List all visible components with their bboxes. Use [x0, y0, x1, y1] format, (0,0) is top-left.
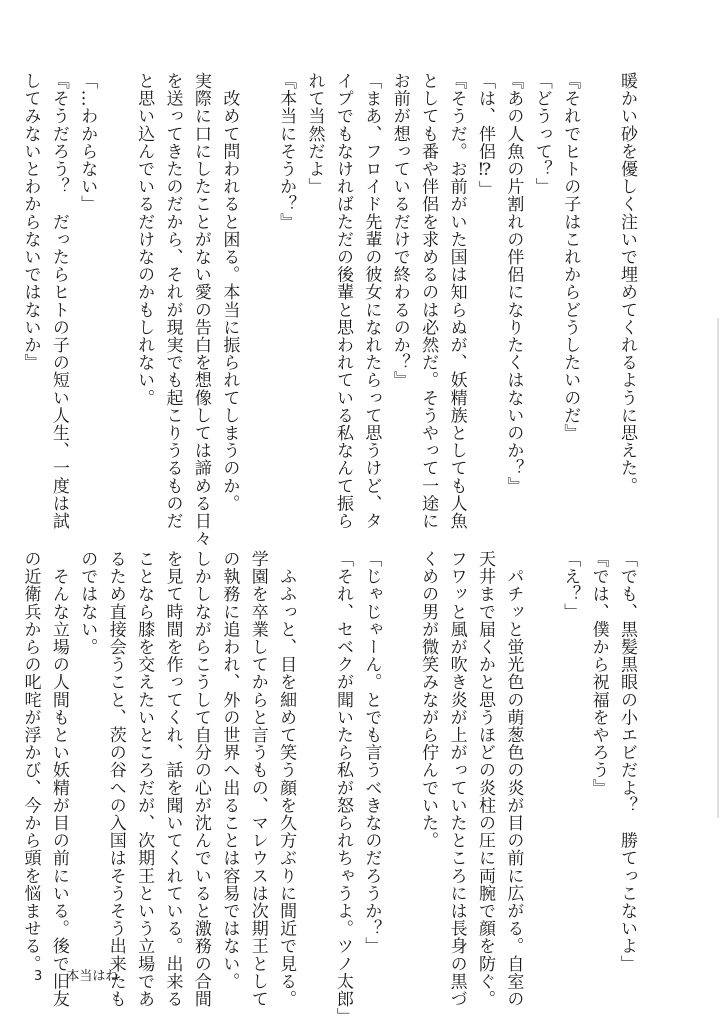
text-line: そんな立場の人間もとい妖精が目の前にいる。後で旧友: [48, 550, 69, 1008]
text-line: れて当然だよ」: [304, 72, 325, 196]
text-line: 実際に口にしたことがない愛の告白を想像しては諦める日々: [190, 72, 211, 548]
text-line: ふふっと、目を細めて笑う顔を久方ぶりに間近で見る。: [276, 550, 297, 1008]
text-line: [243, 72, 271, 492]
text-line: ことなら膝を交えたいところだが、次期王という立場であ: [134, 550, 155, 1008]
text-line: くめの男が微笑みながら佇んでいた。: [418, 550, 439, 850]
text-block-top: [16, 72, 641, 548]
text-line: 『では、僕から祝福をやろう』: [588, 550, 609, 797]
text-line: [385, 550, 413, 960]
text-line: を送ってきたのだから、それが現実でも起こりうるものだ: [162, 72, 183, 530]
text-line: 「でも、黒髪黒眼の小エビだよ？ 勝てっこないよ」: [617, 550, 637, 973]
text-line: としても番や伴侶を求めるのは必然だ。そうやって一途に: [418, 72, 439, 530]
text-line: の執務に追われ、外の世界へ出ることは容易ではない。: [219, 550, 240, 990]
text-line: 「それ、セベクが聞いたら私が怒られちゃうよ。ツノ太郎」: [332, 550, 353, 1025]
text-line: [527, 550, 555, 960]
text-line: パチッと蛍光色の萌葱色の炎が目の前に広がる。自室の: [503, 550, 524, 1008]
running-title: 本当はね: [66, 969, 119, 984]
text-line: 「まあ、フロイド先輩の彼女になれたらって思うけど、タ: [361, 72, 382, 530]
text-line: 『そうだ。お前がいた国は知らぬが、妖精族としても人魚: [446, 72, 467, 530]
text-line: を見て時間を作ってくれ、話を聞いてくれている。出来る: [162, 550, 183, 1008]
text-line: フワッと風が吹き炎が上がっていたところには長身の黒づ: [446, 550, 467, 1008]
text-line: 「え？」: [560, 550, 581, 621]
text-line: 天井まで届くかと思うほどの炎柱の圧に両腕で顔を防ぐ。: [474, 550, 495, 1008]
text-line: と思い込んでいるだけなのかもしれない。: [134, 72, 155, 407]
text-line: 『本当にそうか？』: [276, 72, 297, 231]
text-line: 改めて問われると困る。本当に振られてしまうのか。: [219, 72, 240, 512]
text-line: [101, 72, 129, 492]
text-line: 学園を卒業してからと言うもの、マレウスは次期王として: [247, 550, 268, 1008]
text-line: イプでもなければただの後輩と思われている私なんて振ら: [332, 72, 353, 530]
text-line: しかしながらこうして自分の心が沈んでいると激務の合間: [190, 550, 211, 1008]
text-line: 「どうって？」: [531, 72, 552, 196]
text-line: [300, 550, 328, 960]
text-line: のではない。: [77, 550, 98, 656]
text-line: 『あの人魚の片割れの伴侶になりたくはないのか？』: [503, 72, 524, 495]
text-line: 「…わからない」: [77, 72, 98, 213]
text-line: お前が想っているだけで終わるのか？』: [389, 72, 410, 389]
text-line: 「は、伴侶⁉」: [474, 72, 495, 199]
text-line: 暖かい砂を優しく注いで埋めてくれるように思えた。: [617, 72, 637, 495]
page-number: 3: [34, 969, 43, 984]
text-line: 「じゃじゃーん。とでも言うべきなのだろうか？」: [361, 550, 382, 955]
text-line: 『それでヒトの子はこれからどうしたいのだ』: [560, 72, 581, 442]
page-footer: [34, 965, 118, 984]
text-line: [584, 72, 612, 492]
text-line: してみないとわからないではないか』: [20, 72, 41, 372]
text-line: の近衛兵からの叱咤が浮かび、今から頭を悩ませる。: [20, 550, 41, 973]
text-line: 『そうだろう？ だったらヒトの子の短い人生、一度は試: [48, 72, 69, 530]
text-line: るため直接会うこと、茨の谷への入国はそうそう出来たも: [105, 550, 126, 1008]
